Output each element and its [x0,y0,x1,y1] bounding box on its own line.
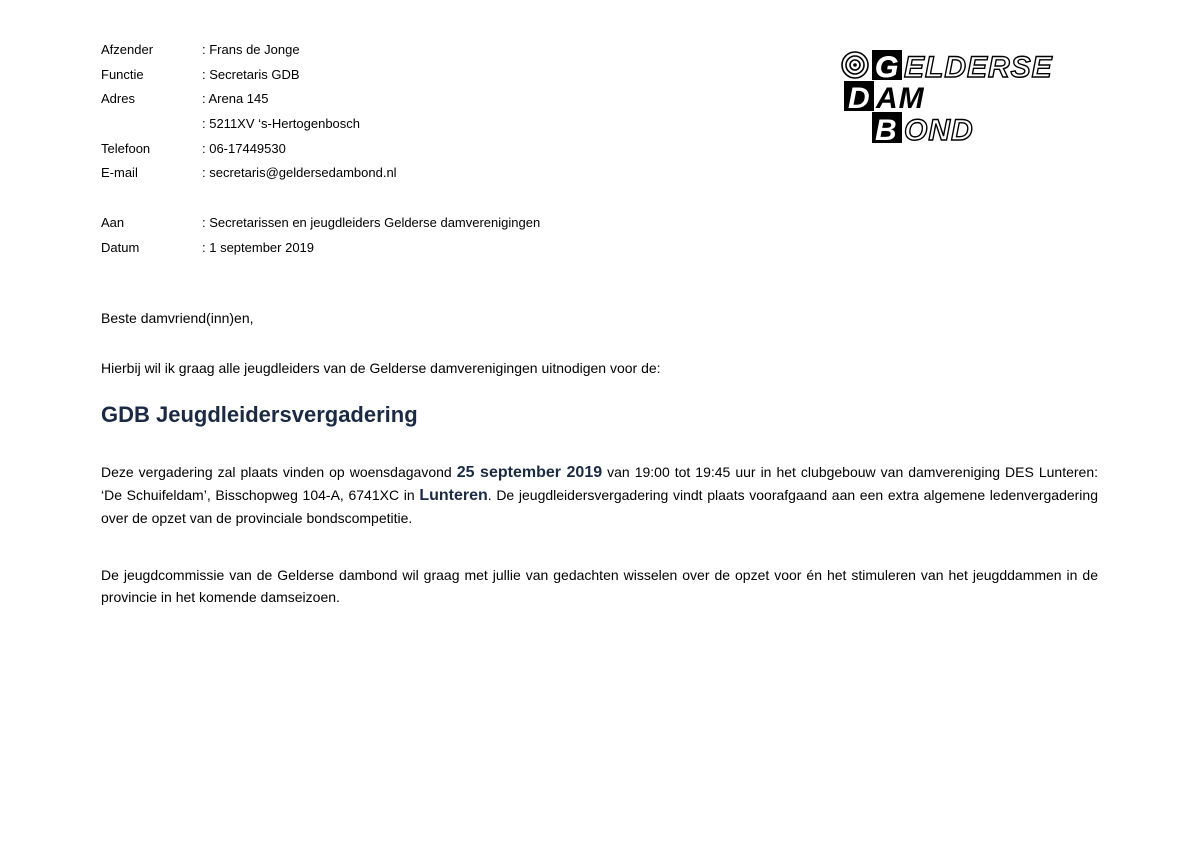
row-label: Functie [101,66,144,82]
meeting-place: Lunteren [419,487,488,504]
paragraph-text: Deze vergadering zal plaats vinden op woensdagavond [101,464,457,480]
header-row-telefoon [101,137,540,162]
commission-paragraph: De jeugdcommissie van de Gelderse dambond wil graag met jullie van gedachten wisselen over de opzet voor én het stimuleren van het jeugddammen in de provincie in het komende damseizoen. [101,567,1098,605]
paragraph-text: van 19:00 tot 19:45 uur in het clubgebouw van damvereniging DES Lunteren: ‘De Schuifeldam’, Bisschopweg 104-A, 6741XC in [101,464,1099,503]
header-row-functie [101,63,540,88]
logo-first-letter: G [875,51,899,84]
header-row-afzender [101,38,540,63]
header-row-datum [101,236,540,261]
target-icon [842,52,868,78]
logo-line-1: ELDERSE [904,51,1053,84]
row-value: : 06-17449530 [202,140,286,156]
row-value: : Secretaris GDB [202,66,300,82]
logo-line-2: AM [876,82,925,115]
gelderse-dambond-logo [840,48,1090,146]
row-label: Adres [101,91,135,107]
meeting-paragraph [101,461,1098,529]
logo-line-3a: B [875,114,897,146]
intro-text: Hierbij wil ik graag alle jeugdleiders van de Gelderse damverenigingen uitnodigen voor de: [101,360,661,376]
row-label: Telefoon [101,140,151,156]
row-value: : Secretarissen en jeugdleiders Gelderse damverenigingen [202,214,541,230]
logo-line-3: OND [904,114,974,146]
page-title: GDB Jeugdleidersvergadering [101,402,418,427]
row-value: : Frans de Jonge [202,42,300,57]
row-label: E-mail [101,165,138,181]
header-row-adres [101,87,540,112]
row-value: : 1 september 2019 [202,239,315,255]
row-value: : 5211XV ‘s-Hertogenbosch [202,116,361,132]
sender-block [101,38,540,260]
row-value: : secretaris@geldersedambond.nl [202,165,397,181]
row-label: Afzender [101,42,154,57]
row-label: Aan [101,214,125,230]
header-spacer [101,186,540,211]
header-row-email [101,161,540,186]
logo-line-2a: D [848,82,870,115]
salutation: Beste damvriend(inn)en, [101,310,254,326]
header-row-aan [101,211,540,236]
paragraph-text: . De jeugdleidersvergadering vindt plaats voorafgaand aan een extra algemene ledenvergadering over de opzet van de provinciale bondscompetitie. [101,487,1098,526]
row-value: : Arena 145 [202,91,269,107]
row-label [101,112,202,137]
row-label: Datum [101,239,140,255]
header-row-adres-2 [101,112,540,137]
meeting-date: 25 september 2019 [456,464,603,481]
